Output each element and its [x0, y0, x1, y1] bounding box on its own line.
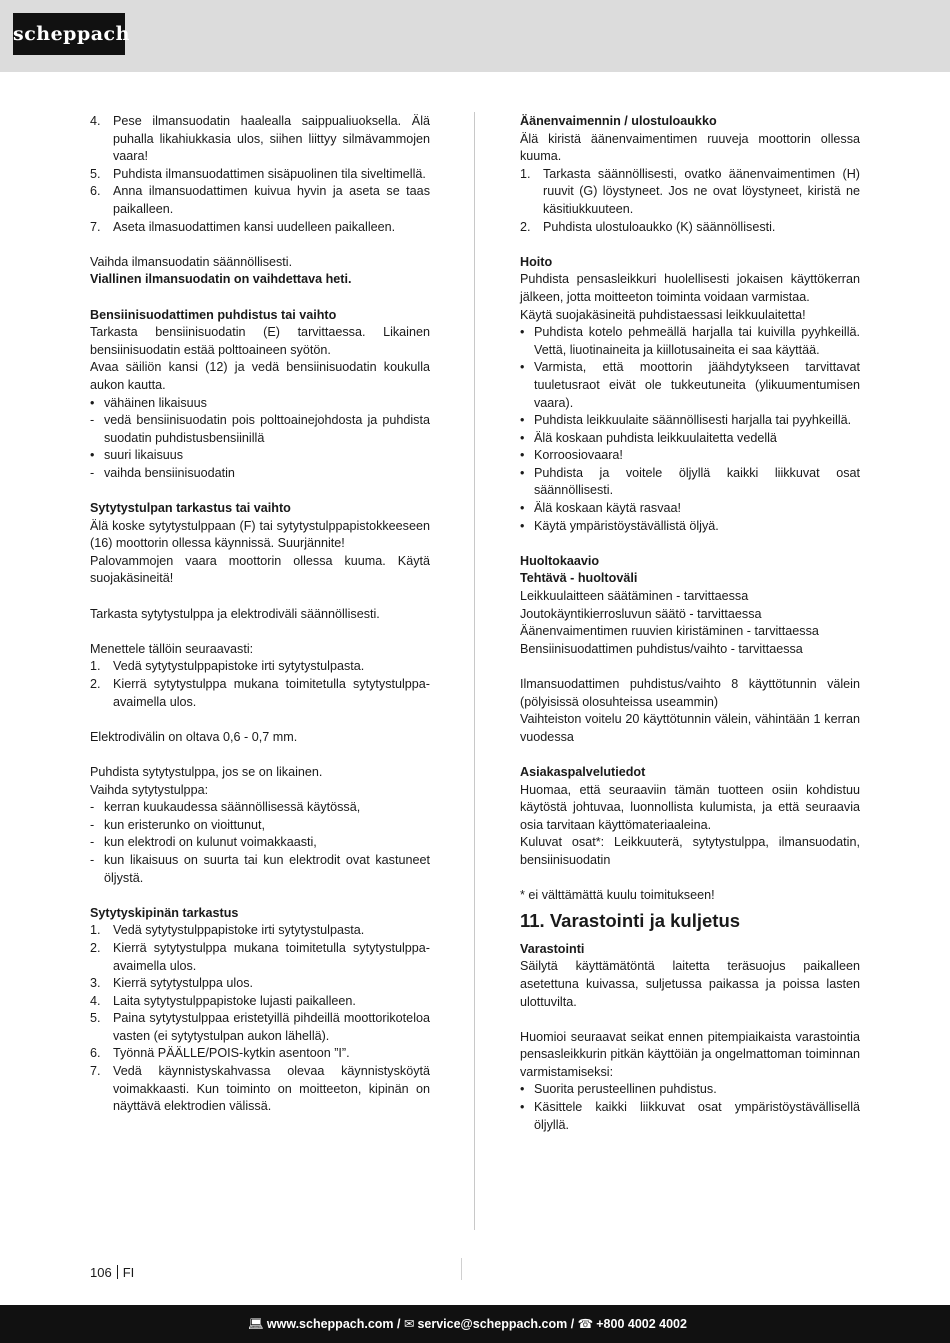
schedule-line: Äänenvaimentimen ruuvien kiristäminen - tarvittaessa — [520, 624, 819, 639]
list-item: • Puhdista leikkuulaite säännöllisesti harjalla tai pyyhkeillä. — [520, 413, 852, 428]
paragraph: Vaihteiston voitelu 20 käyttötunnin välein, vähintään 1 kerran vuodessa — [520, 712, 860, 744]
list-item: 2. Puhdista ulostuloaukko (K) säännöllisesti. — [520, 219, 776, 234]
paragraph: Huomioi seuraavat seikat ennen pitempiaikaista varastointia pensasleikkurin pitkän käyttöiän ja ongelmattoman toiminnan varmistamiseksi: — [520, 1029, 860, 1079]
phone-icon: ☎︎ — [577, 1317, 594, 1331]
page-footer — [0, 1305, 950, 1343]
paragraph: Tarkasta sytytystulppa ja elektrodiväli säännöllisesti. — [90, 606, 380, 621]
list-item: - kun elektrodi on kulunut voimakkaasti, — [90, 835, 317, 850]
storage-list — [520, 1081, 860, 1134]
paragraph: Tarkasta bensiinisuodatin (E) tarvittaessa. Likainen bensiinisuodatin estää polttoaineen syötön. — [90, 325, 430, 357]
subheading: Tehtävä - huoltoväli — [520, 571, 638, 586]
list-item: 1. Tarkasta säännöllisesti, ovatko äänenvaimentimen (H) ruuvit (G) löystyneet. Jos ne ovat löystyneet, kiristä ne käsitiukkuuteen. — [520, 166, 860, 216]
list-item: 1. Vedä sytytystulppapistoke irti sytytystulpasta. — [90, 659, 365, 674]
schedule-line: Joutokäyntikierrosluvun säätö - tarvittaessa — [520, 606, 762, 621]
list-item: • suuri likaisuus — [90, 448, 184, 463]
phone-number: +800 4002 4002 — [596, 1317, 687, 1331]
section-heading: Hoito — [520, 254, 553, 269]
paragraph: Älä koske sytytystulppaan (F) tai sytytystulppapistokkeeseen (16) moottorin ollessa käynnissä. Suurjännite! — [90, 518, 430, 551]
left-column — [90, 113, 430, 1116]
section-heading: Äänenvaimennin / ulostuloaukko — [520, 114, 717, 128]
replace-plug-list — [90, 799, 430, 887]
right-column — [520, 113, 860, 1134]
email-link[interactable]: service@scheppach.com / — [417, 1317, 575, 1331]
list-item: 4. Pese ilmansuodatin haalealla saippualiuoksella. Älä puhalla likahiukkasia ulos, siihen liittyy silmävammojen vaara! — [90, 114, 430, 164]
page-number: 106 FI — [90, 1265, 135, 1280]
paragraph: Ilmansuodattimen puhdistus/vaihto 8 käyttötunnin välein (pölyisissä olosuhteissa useammin) — [520, 677, 860, 709]
section-heading: Huoltokaavio — [520, 553, 600, 568]
spark-steps — [90, 922, 430, 1116]
list-item: 7. Vedä käynnistyskahvassa olevaa käynnistysköytä voimakkaasti. Kun toiminto on moitteeton, kipinän on näyttävä elektrodien välissä. — [90, 1064, 430, 1114]
page-header — [0, 0, 950, 72]
list-item: 5. Paina sytytystulppaa eristetyillä pihdeillä moottorikoteloa vasten (ei sytytystulpan aukon lähellä). — [90, 1011, 430, 1043]
computer-icon: 💻︎ — [248, 1317, 264, 1331]
list-item: • Käsittele kaikki liikkuvat osat ympäristöystävällisellä öljyllä. — [520, 1100, 860, 1132]
section-heading: Sytytystulpan tarkastus tai vaihto — [90, 501, 291, 516]
footnote: * ei välttämättä kuulu toimitukseen! — [520, 888, 715, 903]
list-item: • vähäinen likaisuus — [90, 395, 207, 410]
list-item: 1. Vedä sytytystulppapistoke irti sytytystulpasta. — [90, 923, 365, 938]
list-item: 3. Kierrä sytytystulppa ulos. — [90, 976, 253, 991]
paragraph: Elektrodivälin on oltava 0,6 - 0,7 mm. — [90, 729, 298, 744]
list-item: • Suorita perusteellinen puhdistus. — [520, 1082, 717, 1097]
list-item: • Varmista, että moottorin jäähdytykseen tarvittavat tuuletusraot eivät ole tukkeutuneita (ylikuumentumisen vaara). — [520, 360, 860, 410]
schedule-line: Bensiinisuodattimen puhdistus/vaihto - tarvittaessa — [520, 641, 803, 656]
section-heading: Asiakaspalvelutiedot — [520, 764, 646, 779]
website-link[interactable]: www.scheppach.com / — [266, 1317, 401, 1331]
list-item: 7. Aseta ilmasuodattimen kansi uudelleen paikalleen. — [90, 219, 396, 234]
care-list — [520, 324, 860, 535]
warning-text: Viallinen ilmansuodatin on vaihdettava heti. — [90, 272, 352, 287]
list-item: • Puhdista kotelo pehmeällä harjalla tai kuivilla pyyhkeillä. Vettä, liuotinaineita ja kiillotusaineita ei saa käyttää. — [520, 325, 860, 357]
list-item: 4. Laita sytytystulppapistoke lujasti paikalleen. — [90, 993, 356, 1008]
paragraph: Käytä suojakäsineitä puhdistaessasi leikkuulaitetta! — [520, 307, 806, 322]
list-item: 6. Työnnä PÄÄLLE/POIS-kytkin asentoon ”I”. — [90, 1046, 350, 1061]
list-item: 5. Puhdista ilmansuodattimen sisäpuolinen tila siveltimellä. — [90, 166, 426, 181]
list-item: • Käytä ympäristöystävällistä öljyä. — [520, 518, 719, 533]
schedule-line: Leikkuulaitteen säätäminen - tarvittaessa — [520, 589, 749, 604]
paragraph: Vaihda ilmansuodatin säännöllisesti. — [90, 254, 293, 269]
paragraph: Huomaa, että seuraaviin tämän tuotteen osiin kohdistuu käytöstä johtuvaa, luonnollista kulumista, ja että seuraavia osia tarvitaan käyttömateriaaleina. — [520, 782, 860, 832]
list-item: • Puhdista ja voitele öljyllä kaikki liikkuvat osat säännöllisesti. — [520, 465, 860, 498]
air-filter-steps — [90, 113, 430, 236]
paragraph: Avaa säiliön kansi (12) ja vedä bensiinisuodatin koukulla aukon kautta. — [90, 360, 430, 392]
list-item: - kerran kuukaudessa säännöllisessä käytössä, — [90, 800, 361, 815]
plug-steps — [90, 658, 430, 711]
list-item: - kun likaisuus on suurta tai kun elektrodit ovat kastuneet öljystä. — [90, 852, 430, 885]
paragraph: Kuluvat osat*: Leikkuuterä, sytytystulppa, ilmansuodatin, bensiinisuodatin — [520, 835, 860, 867]
paragraph: Menettele tällöin seuraavasti: — [90, 641, 254, 656]
paragraph: Puhdista pensasleikkuri huolellisesti jokaisen käyttökerran jälkeen, jotta moitteeton toiminta voidaan varmistaa. — [520, 272, 860, 304]
list-item: - kun eristerunko on vioittunut, — [90, 817, 266, 832]
brand-logo: scheppach — [13, 13, 125, 55]
list-item: 2. Kierrä sytytystulppa mukana toimitetulla sytytystulppa-avaimella ulos. — [90, 940, 430, 973]
fuel-filter-list — [90, 395, 430, 483]
section-heading: Sytytyskipinän tarkastus — [90, 905, 239, 920]
list-item: • Korroosiovaara! — [520, 448, 623, 463]
paragraph: Älä kiristä äänenvaimentimen ruuveja moottorin ollessa kuuma. — [520, 131, 860, 164]
footer-divider — [461, 1258, 462, 1280]
list-item: - vaihda bensiinisuodatin — [90, 465, 235, 480]
paragraph: Palovammojen vaara moottorin ollessa kuuma. Käytä suojakäsineitä! — [90, 553, 430, 586]
list-item: 6. Anna ilmansuodattimen kuivua hyvin ja aseta se taas paikalleen. — [90, 184, 430, 216]
section-heading: Bensiinisuodattimen puhdistus tai vaihto — [90, 307, 337, 322]
list-item: - vedä bensiinisuodatin pois polttoainejohdosta ja puhdista suodatin puhdistusbensiinillä — [90, 413, 430, 445]
list-item: • Älä koskaan puhdista leikkuulaitetta vedellä — [520, 430, 777, 445]
column-divider — [474, 112, 475, 1230]
mail-icon: ✉︎ — [403, 1317, 415, 1331]
chapter-title: 11. Varastointi ja kuljetus — [520, 909, 741, 931]
paragraph: Puhdista sytytystulppa, jos se on likainen. — [90, 764, 323, 779]
paragraph: Säilytä käyttämätöntä laitetta teräsuojus paikalleen asetettuna kuivassa, suljetussa paikassa ja poissa lasten ulottuvilta. — [520, 959, 860, 1009]
paragraph: Vaihda sytytystulppa: — [90, 782, 209, 797]
list-item: 2. Kierrä sytytystulppa mukana toimitetulla sytytystulppa-avaimella ulos. — [90, 677, 430, 709]
section-heading: Varastointi — [520, 941, 585, 956]
muffler-steps — [520, 166, 860, 236]
list-item: • Älä koskaan käytä rasvaa! — [520, 501, 682, 516]
